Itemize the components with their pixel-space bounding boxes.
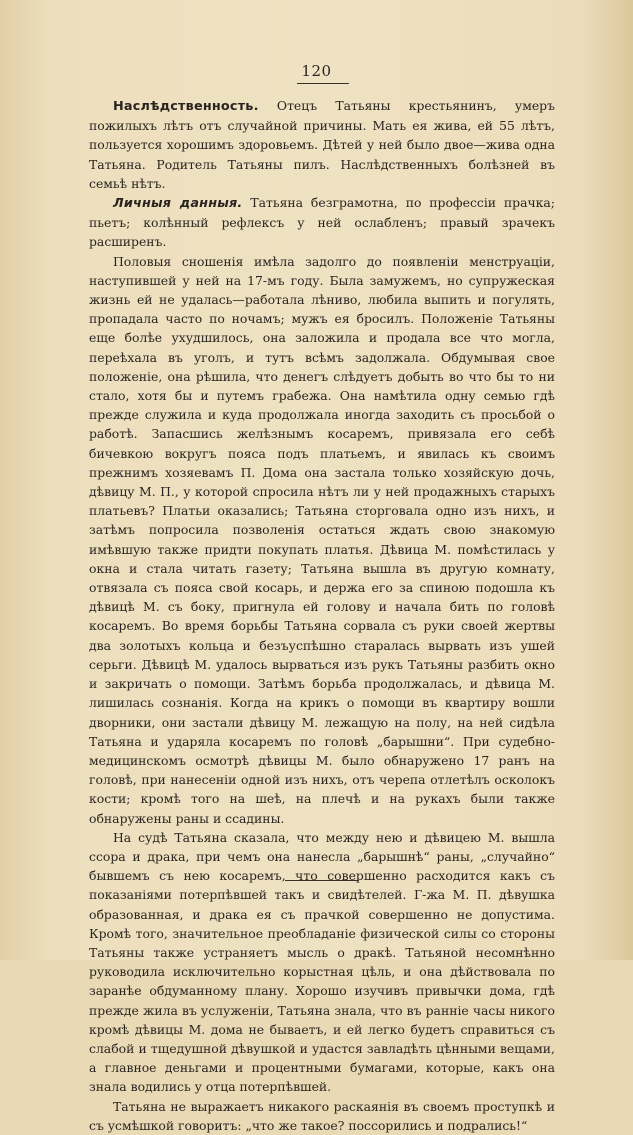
body-text	[89, 96, 555, 1135]
paragraph-personal-data	[89, 193, 555, 252]
paragraph-heredity	[89, 96, 555, 193]
paragraph-crime-account: Половыя сношенiя имѣла задолго до появленiи менструацiи, наступившей у ней на 17-мъ году. Была замужемъ, но супружеская жизнь ей не удалась—работала лѣниво, любила выпить и погулять, пропадала часто по ночамъ; мужъ ея бросилъ. Положенiе Татьяны еще болѣе ухудшилось, она заложила и продала все что могла, переѣхала въ уголъ, и тутъ всѣмъ задолжала. Обдумывая свое положенiе, она рѣшила, что денегъ слѣдуетъ добыть во что бы то ни стало, хотя бы и путемъ грабежа. Она намѣтила одну семью гдѣ прежде служила и куда продолжала иногда заходить съ просьбой о работѣ. Запасшись желѣзнымъ косаремъ, привязала его себѣ бичевкою вокругъ пояса подъ платьемъ, и явилась къ своимъ прежнимъ хозяевамъ П. Дома она застала только хозяйскую дочь, дѣвицу М. П., у которой спросила нѣтъ ли у ней продажныхъ старыхъ платьевъ? Платьи оказались; Татьяна сторговала одно изъ нихъ, и затѣмъ попросила позволенiя остаться ждать свою знакомую имѣвшую также придти покупать платья. Дѣвица М. помѣстилась у окна и стала читать газету; Татьяна вышла въ другую комнату, отвязала съ пояса свой косарь, и держа его за спиною подошла къ дѣвицѣ М. съ боку, пригнула ей голову и начала бить по головѣ косаремъ. Во время борьбы Татьяна сорвала съ руки своей жертвы два золотыхъ кольца и безъуспѣшно старалась вырвать изъ ушей серьги. Дѣвицѣ М. удалось вырваться изъ рукъ Татьяны разбить окно и закричать о помощи. Затѣмъ борьба продолжалась, и дѣвица М. лишилась сознанiя. Когда на крикъ о помощи въ квартиру вошли дворники, они застали дѣвицу М. лежащую на полу, на ней сидѣла Татьяна и ударяла косаремъ по головѣ „барышни“. При судебно-медицинскомъ осмотрѣ дѣвицы М. было обнаружено 17 ранъ на головѣ, при нанесенiи одной изъ нихъ, отъ черепа отлетѣлъ осколокъ кости; кромѣ того на шеѣ, на плечѣ и на рукахъ были также обнаружены раны и ссадины.	[89, 253, 555, 826]
heading-heredity: Наслѣдственность.	[113, 99, 259, 114]
heredity-text: Отецъ Татьяны крестьянинъ, умеръ пожилыхъ лѣтъ отъ случайной причины. Мать ея жива, ей 55 лѣтъ, пользуется хорошимъ здоровьемъ. Дѣтей у ней было двое—жива одна Татьяна. Родитель Татьяны пилъ. Наслѣдственныхъ болѣзней въ семьѣ нѣтъ.	[89, 98, 555, 191]
page-number-rule	[297, 83, 349, 84]
personal-data-text: Татьяна безграмотна, по профессiи прачка; пьетъ; колѣнный рефлексъ у ней ослабленъ; правый зрачекъ расширенъ.	[89, 195, 555, 250]
heading-personal-data: Личныя данныя.	[113, 196, 243, 212]
end-rule	[285, 880, 359, 881]
paragraph-remorse: Татьяна не выражаетъ никакого раскаянiя въ своемъ проступкѣ и съ усмѣшкой говоритъ: „что же такое? поссорились и подрались!“	[89, 1098, 555, 1133]
paragraph-trial: На судѣ Татьяна сказала, что между нею и дѣвицею М. вышла ссора и драка, при чемъ она нанесла „барышнѣ“ раны, „случайно“ бывшемъ съ нею косаремъ, что совершенно расходится какъ съ показанiями потерпѣвшей такъ и свидѣтелей. Г-жа М. П. дѣвушка образованная, и драка ея съ прачкой совершенно не допустима. Кромѣ того, значительное преобладанiе физической силы со стороны Татьяны также устраняетъ мысль о дракѣ. Татьяной несомнѣнно руководила исключительно корыстная цѣль, и она дѣйствовала по заранѣе обдуманному плану. Хорошо изучивъ привычки дома, гдѣ прежде жила въ услуженiи, Татьяна знала, что въ раннiе часы никого кромѣ дѣвицы М. дома не бываетъ, и ей легко будетъ справиться съ слабой и тщедушной дѣвушкой и удастся завладѣть цѣнными вещами, а главное деньгами и процентными бумагами, которые, какъ она знала водились у отца потерпѣвшей.	[89, 829, 555, 1095]
page-number: 120	[301, 62, 332, 80]
